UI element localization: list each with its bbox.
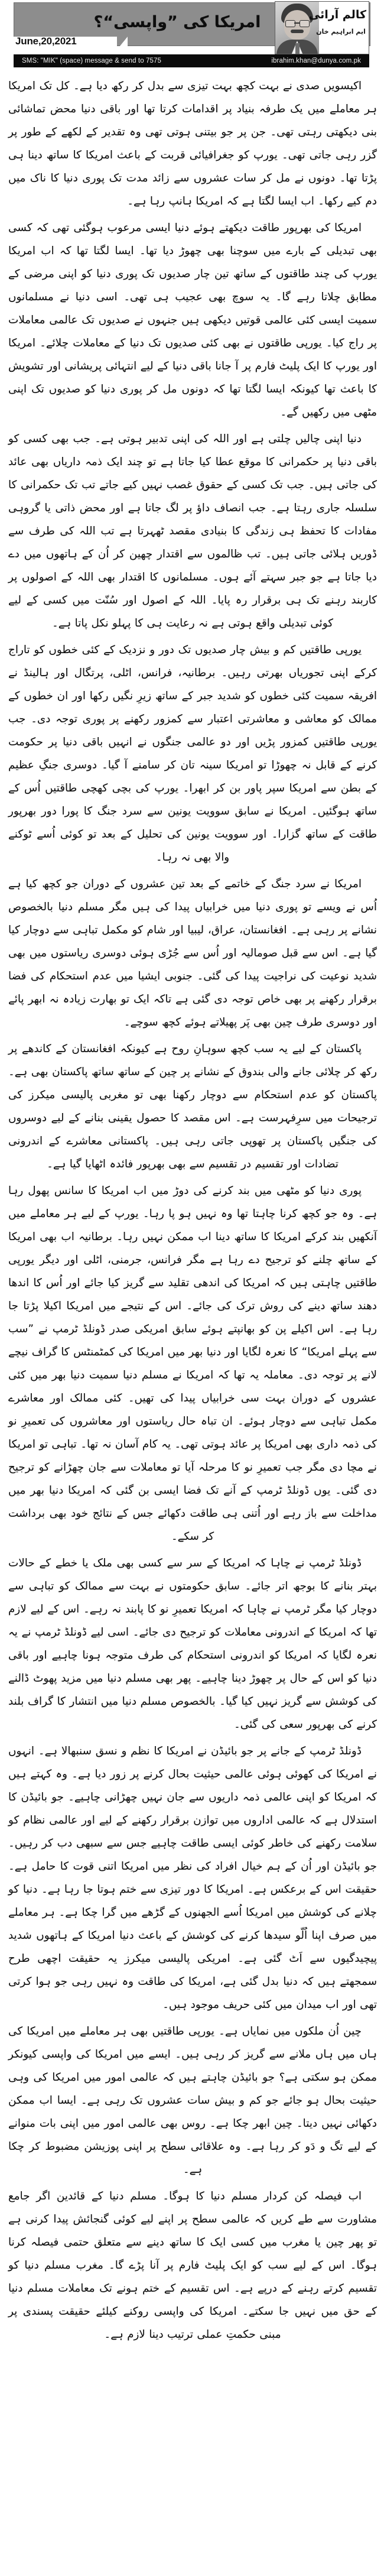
article-paragraph: چین اُن ملکوں میں نمایاں ہے۔ یورپی طاقتیں بھی ہر معاملے میں امریکا کی ہاں میں ہاں ملانے سے گریز کر رہی ہیں۔ ایسے میں امریکا کی واپسی کیونکر ممکن ہو سکتی ہے؟ جو بائیڈن چاہتے ہیں کہ عالمی امور میں امریکا کی وہی حیثیت بحال ہو جائے جو کم و بیش سات عشروں تک رہی ہے۔ ایسا اب ممکن دکھائی نہیں دیتا۔ چین ابھر چکا ہے۔ روس بھی عالمی امور میں اپنی بات منوانے کے لیے تگ و دَو کر رہا ہے۔ وہ علاقائی سطح پر اپنی پوزیشن مضبوط کر چکا ہے۔ [8, 2025, 377, 2176]
portrait-glasses-bridge [294, 22, 300, 24]
article-body [8, 74, 377, 2350]
author-name: ایم ابراہیم خان [316, 27, 366, 35]
author-byline-block [308, 8, 366, 35]
article-paragraph: ڈونلڈ ٹرمپ کے جانے پر جو بائیڈن نے امریکا کا نظم و نسق سنبھالا ہے۔ انہوں نے امریکا کی کھوئی ہوئی عالمی حیثیت بحال کرنے پر زور دیا ہے۔ وہ کہتے ہیں کہ امریکا کو اپنی عالمی ذمہ داریوں سے جان نہیں چھڑانی چاہیے۔ جو بائیڈن کا استدلال ہے کہ عالمی اداروں میں توازن برقرار رکھنے کے لیے اور عالمی نظام کو سلامت رکھنے کی خاطر کوئی ایسی طاقت چاہیے جس سے سبھی دب کر رہیں۔ جو بائیڈن اور اُن کے ہم خیال افراد کی نظر میں امریکا اتنی قوت کا حامل ہے۔ حقیقت اس کے برعکس ہے۔ امریکا کا دور تیزی سے ختم ہوتا جا رہا ہے۔ دنیا کو چلانے کی کوشش میں امریکا اُسے الجھنوں کے گڑھے میں گرا چکا ہے۔ ہر معاملے میں صرف اپنا اُلّو سیدھا کرنے کی کوشش کے باعث دنیا امریکا کے ہاتھوں شدید پیچیدگیوں سے اَٹ گئی ہے۔ امریکی پالیسی میکرز یہ حقیقت اچھی طرح سمجھتے ہیں کہ دنیا بدل گئی ہے، امریکا کی طاقت وہ نہیں رہی جو ہوا کرتی تھی اور اب میدان میں کئی حریف موجود ہیں۔ [8, 1745, 377, 2011]
contact-bar [14, 54, 369, 67]
portrait-glasses-left-lens [285, 20, 295, 27]
article-paragraph: ڈونلڈ ٹرمپ نے چاہا کہ امریکا کے سر سے کسی بھی ملک یا خطے کے حالات بہتر بنانے کا بوجھ اتر جائے۔ سابق حکومتوں نے بہت سے ممالک کو تباہی سے دوچار کیا مگر ٹرمپ نے چاہا کہ امریکا تعمیرِ نو کا پابند نہ رہے۔ اس کے لیے لازم تھا کہ امریکا کے اندرونی معاملات کو ترجیح دی جائے۔ اسی لیے ڈونلڈ ٹرمپ نے یہ نعرہ لگایا کہ امریکا کو اندرونی استحکام کی طرف متوجہ ہونا چاہیے اور باقی دنیا کو اس کے حال پر چھوڑ دینا چاہیے۔ پھر بھی مسلم دنیا میں مزید پھوٹ ڈالنے کی کوشش سے گریز نہیں کیا گیا۔ بالخصوص مسلم دنیا میں انتشار کا گراف بلند کرنے کی بھرپور سعی کی گئی۔ [8, 1557, 377, 1731]
article-paragraph: دنیا اپنی چالیں چلتی ہے اور اللہ کی اپنی تدبیر ہوتی ہے۔ جب بھی کسی کو باقی دنیا پر حکمرانی کا موقع عطا کیا جاتا ہے تو چند ایک ذمہ داریاں بھی عائد کی جاتی ہیں۔ جب تک کسی کے حقوق غصب نہیں کیے جاتے تب تک حکمرانی کا سلسلہ جاری رہتا ہے۔ جب انصاف داؤ پر لگ جاتا ہے اور محض ذاتی یا گروہی مفادات کا تحفظ ہی زندگی کا بنیادی مقصد ٹھہرتا ہے تب اللہ کی طرف سے ڈوریں ہلائی جاتی ہیں۔ تب ظالموں سے اقتدار چھین کر اُن کے ہاتھوں میں دے دیا جاتا ہے جو جبر سہتے آئے ہوں۔ مسلمانوں کا اقتدار بھی اللہ کے اصولوں پر کاربند رہنے تک ہی برقرار رہ پایا۔ اللہ کے اصول اور سُنّت میں کسی کے لیے کوئی تبدیلی واقع ہوتی ہے نہ رعایت ہی کا پہلو نکل پاتا ہے۔ [8, 433, 377, 630]
article-paragraph: اکیسویں صدی نے بہت کچھ بہت تیزی سے بدل کر رکھ دیا ہے۔ کل تک امریکا ہر معاملے میں یک طرفہ بنیاد پر اقدامات کرتا تھا اور باقی دنیا محض تماشائی بنی دیکھتی رہتی تھی۔ جن پر جو بیتنی ہوتی تھی وہ تقدیر کے لکھے کے طور پر گزر رہی جاتی تھی۔ یورپ کو جغرافیائی قربت کے باعث امریکا کا ساتھ دینا ہی پڑتا تھا۔ دونوں نے مل کر سات عشروں سے زائد مدت تک پوری دنیا کا ناک میں دم کیے رکھا۔ اب ایسا لگتا ہے کہ امریکا ہانپ رہا ہے۔ [8, 80, 377, 207]
masthead [0, 0, 384, 54]
portrait-moustache [291, 30, 304, 33]
portrait-glasses-right-lens [300, 20, 310, 27]
portrait-necktie [295, 43, 300, 54]
issue-date: June,20,2021 [15, 35, 77, 47]
article-paragraph: امریکا کی بھرپور طاقت دیکھتے ہوئے دنیا ایسی مرعوب ہوگئی تھی کہ کسی بھی تبدیلی کے بارے میں سوچنا بھی چھوڑ دیا تھا۔ ایسا لگتا تھا کہ اب امریکا یورپ کی چند طاقتوں کے ساتھ تین چار صدیوں تک پوری دنیا کو اپنی مرضی کے مطابق چلاتا رہے گا۔ یہ سوچ بھی عجیب ہی تھی۔ اسی دنیا نے مسلمانوں سمیت ایسی کئی عالمی قوتیں دیکھی ہیں جنہوں نے صدیوں تک عالمی معاملات پر راج کیا۔ یورپی طاقتوں نے بھی کئی صدیوں تک دنیا کے معاملات چلائے۔ امریکا اور یورپ کا ایک پلیٹ فارم پر آ جانا باقی دنیا کے لیے انتہائی پریشانی اور تشویش کا باعث تھا کیونکہ ایسا لگتا تھا کہ دونوں مل کر پوری دنیا کو صدیوں تک اپنی مٹھی میں رکھیں گے۔ [8, 222, 377, 418]
article-paragraph: پوری دنیا کو مٹھی میں بند کرنے کی دوڑ میں اب امریکا کا سانس پھول رہا ہے۔ وہ جو کچھ کرنا چاہتا تھا وہ نہیں ہو پا رہا۔ یورپ کے لیے ہر معاملے میں آنکھیں بند کرکے امریکا کا ساتھ دینا اب ممکن نہیں رہا۔ برطانیہ اب بھی امریکا کے ساتھ چلنے کو ترجیح دے رہا ہے مگر فرانس، جرمنی، اٹلی اور دیگر یورپی طاقتیں چاہتی ہیں کہ امریکا کی اندھی تقلید سے گریز کیا جائے اور اُس کا اندھا دھند ساتھ دینے کی روش ترک کی جائے۔ اس کے نتیجے میں امریکا اکیلا پڑتا جا رہا ہے۔ اس اکیلے پن کو بھانپتے ہوئے سابق امریکی صدر ڈونلڈ ٹرمپ نے ”سب سے پہلے امریکا“ کا نعرہ لگایا اور دنیا بھر میں امریکا کی کمٹمنٹس کا گراف نیچے لانے پر توجہ دی۔ معاملہ یہ تھا کہ امریکا نے مسلم دنیا سمیت دنیا بھر میں کئی عشروں کے دوران بہت سی خرابیاں پیدا کی تھیں۔ کئی ممالک اور معاشرے مکمل تباہی سے دوچار ہوئے۔ ان تباہ حال ریاستوں اور معاشروں کی تعمیرِ نو کی ذمہ داری بھی امریکا پر عائد ہوتی تھی۔ یہ کام آسان نہ تھا۔ تباہی تو امریکا نے مچا دی مگر جب تعمیرِ نو کا مرحلہ آیا تو معاملات سے جان چھڑانے کو ترجیح دی گئی۔ یوں ڈونلڈ ٹرمپ کے آنے تک فضا ایسی بن گئی کہ امریکا دنیا بھر میں مداخلت سے باز رہے اور اُتنی ہی طاقت دکھائے جس کے نتائج خود بھی برداشت کر سکے۔ [8, 1185, 377, 1543]
column-brand-logo: کالم آرائی [308, 8, 366, 21]
article-paragraph: امریکا نے سرد جنگ کے خاتمے کے بعد تین عشروں کے دوران جو کچھ کیا ہے اُس نے ویسے تو پوری دنیا میں خرابیاں پیدا کی ہیں مگر مسلم دنیا بالخصوص نشانے پر رہی ہے۔ افغانستان، عراق، لیبیا اور شام کو مکمل تباہی سے دوچار کیا گیا ہے۔ اس سے قبل صومالیہ اور اُس سے جُڑی ہوئی دوسری ریاستوں میں بھی شدید نوعیت کی نراجیت پیدا کی گئی۔ جنوبی ایشیا میں عدم استحکام کی فضا برقرار رکھنے پر بھی خاص توجہ دی گئی ہے تاکہ ایک تو بھارت زیادہ نہ ابھر پائے اور دوسری طرف چین بھی پَر پھیلاتے ہوئے کچھ سوچے۔ [8, 878, 377, 1029]
article-paragraph: یورپی طاقتیں کم و بیش چار صدیوں تک دور و نزدیک کے کئی خطوں کو تاراج کرکے اپنی تجوریاں بھرتی رہیں۔ برطانیہ، فرانس، اٹلی، پرتگال اور ہالینڈ نے افریقہ سمیت کئی خطوں کو شدید جبر کے ساتھ زیرِ نگیں رکھا اور ان خطوں کے ممالک کو معاشی و معاشرتی اعتبار سے کمزور رکھنے پر پوری توجہ دی۔ جب یورپی طاقتیں کمزور پڑیں اور دو عالمی جنگوں نے انہیں باقی دنیا پر حکومت کرنے کے قابل نہ چھوڑا تو امریکا سینہ تان کر سامنے آ گیا۔ دوسری جنگِ عظیم کے بطن سے امریکا سپر پاور بن کر ابھرا۔ یورپ کی بچی کھچی طاقتیں اُس کے ساتھ ہوگئیں۔ امریکا نے سابق سوویت یونین سے سرد جنگ کا پورا دور بھرپور طاقت کے ساتھ گزارا۔ اور سوویت یونین کی تحلیل کے بعد تو کوئی اُسے ٹوکنے والا بھی نہ رہا۔ [8, 644, 377, 864]
author-email[interactable]: ibrahim.khan@dunya.com.pk [271, 57, 361, 64]
sms-instructions: SMS: "MIK" (space) message & send to 7575 [22, 57, 161, 64]
article-paragraph: اب فیصلہ کن کردار مسلم دنیا کا ہوگا۔ مسلم دنیا کے قائدین اگر جامع مشاورت سے طے کریں کہ عالمی سطح پر اپنے لیے کوئی گنجائش پیدا کرنی ہے تو پھر چین یا مغرب میں کسی ایک کا ساتھ دینے سے متعلق حتمی فیصلہ کرنا ہوگا۔ اس کے لیے سب کو ایک پلیٹ فارم پر آنا پڑے گا۔ مغرب مسلم دنیا کو تقسیم کرتے رہنے کے درپے ہے۔ اس تقسیم کے ختم ہونے تک معاملات مسلم دنیا کے حق میں نہیں جا سکتے۔ امریکا کی واپسی روکنے کیلئے حقیقت پسندی پر مبنی حکمتِ عملی ترتیب دینا لازم ہے۔ [8, 2190, 377, 2341]
author-plate [275, 1, 369, 54]
article-paragraph: پاکستان کے لیے یہ سب کچھ سوہانِ روح ہے کیونکہ افغانستان کے کاندھے پر رکھ کر چلائی جانے والی بندوق کے نشانے پر چین کے ساتھ ساتھ پاکستان بھی ہے۔ پاکستان کو عدم استحکام سے دوچار رکھنا بھی تو مغربی پالیسی میکرز کی ترجیحات میں سرِفہرست ہے۔ اس مقصد کا حصول یقینی بنانے کے لیے دوسروں کی جنگیں پاکستان پر تھوپی جاتی رہی ہیں۔ پاکستانی معاشرے کے اندرونی تضادات اور تقسیم در تقسیم سے بھی بھرپور فائدہ اٹھایا گیا ہے۔ [8, 1043, 377, 1170]
page-title: امریکا کی ”واپسی“؟ [93, 12, 261, 31]
